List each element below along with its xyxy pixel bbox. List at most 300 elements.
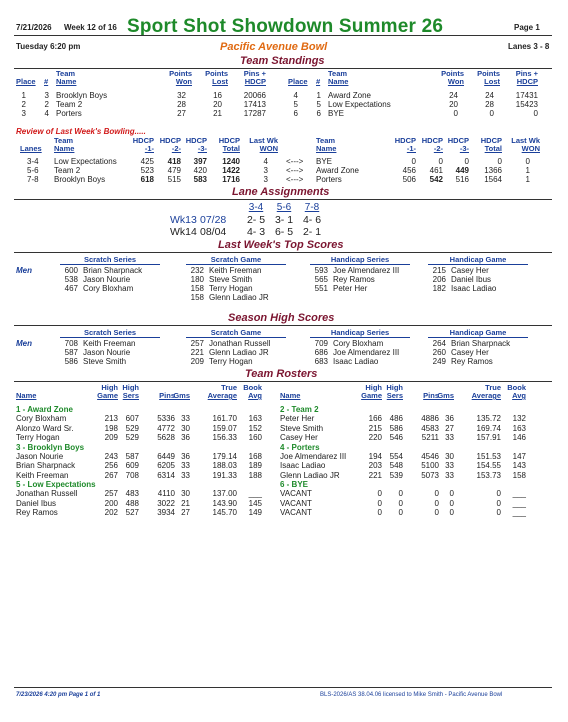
col-hdcp-total: HDCP Total: [480, 136, 502, 153]
roster-games: 33: [445, 433, 454, 442]
roster-games: 0: [449, 498, 454, 508]
roster-pins: 5073: [421, 470, 439, 480]
review-team-name: Team 2: [54, 166, 81, 175]
roster-pins: 5628: [157, 433, 175, 442]
review-team-name: Porters: [316, 175, 342, 184]
standing-team-number: 5: [316, 100, 321, 109]
lane-matchup: 3- 1: [274, 214, 294, 226]
roster-high-game: 243: [104, 451, 118, 461]
col-hdcp-1: HDCP -1-: [394, 136, 416, 153]
roster-games: 0: [449, 508, 454, 517]
standing-points-lost: 20: [213, 100, 222, 109]
bowler-name: Glenn Ladiao JR: [209, 348, 269, 357]
roster-team-name: 3 - Brooklyn Boys: [16, 442, 85, 452]
roster-team-name: 5 - Low Expectations: [16, 480, 96, 489]
roster-book-average: 188: [248, 470, 262, 480]
roster-games: 33: [445, 461, 454, 470]
review-game-3: 449: [455, 166, 469, 175]
roster-pins: 4546: [421, 451, 439, 461]
roster-true-average: 156.33: [212, 433, 237, 442]
standing-points-won: 28: [177, 100, 186, 109]
score-value: 209: [190, 357, 204, 366]
review-won: 4: [263, 157, 268, 166]
roster-pins: 6449: [157, 451, 175, 461]
standing-place: 4: [293, 91, 298, 100]
review-won: 3: [263, 175, 268, 184]
col-name: Name: [16, 391, 37, 400]
score-group-header: Scratch Game: [186, 255, 286, 265]
col-points-lost: Points Lost: [477, 69, 500, 86]
roster-pins: 4772: [157, 423, 175, 433]
bowler-name: Joe Almendarez III: [333, 348, 400, 357]
roster-high-game: 221: [368, 470, 382, 480]
roster-high-game: 202: [104, 508, 118, 517]
review-vs: <--->: [286, 166, 304, 175]
col-points-won: Points Won: [441, 69, 464, 86]
roster-high-series: 554: [389, 451, 403, 461]
roster-pins: 6205: [157, 461, 175, 470]
standing-points-won: 0: [453, 109, 458, 118]
roster-true-average: 135.72: [476, 414, 501, 423]
score-value: 257: [190, 339, 204, 348]
roster-book-average: ___: [512, 508, 526, 517]
roster-high-series: 609: [125, 461, 139, 470]
roster-player-name: Isaac Ladiao: [280, 461, 326, 470]
week-label: Week 12 of 16: [64, 23, 117, 32]
roster-pins: 4583: [421, 423, 439, 433]
col-team-name: Team Name: [316, 136, 337, 153]
bowler-name: Cory Bloxham: [333, 339, 384, 348]
bowler-name: Terry Hogan: [209, 284, 253, 293]
lane-matchup: 6- 5: [274, 226, 294, 238]
col-number: #: [316, 77, 321, 86]
col-book-average: Book Avg: [507, 383, 526, 400]
roster-book-average: 145: [248, 498, 262, 508]
roster-high-game: 0: [377, 489, 382, 498]
lane-matchup: 2- 5: [246, 214, 266, 226]
review-total: 1240: [222, 157, 240, 166]
roster-high-series: 548: [389, 461, 403, 470]
roster-true-average: 154.55: [476, 461, 501, 470]
standing-team-number: 2: [44, 100, 49, 109]
lane-matchup: 4- 3: [246, 226, 266, 238]
review-game-3: 583: [193, 175, 207, 184]
col-high-game: High Game: [97, 383, 118, 400]
review-lanes: 5-6: [27, 166, 39, 175]
standing-team-name: Porters: [56, 109, 82, 118]
bowler-name: Isaac Ladiao: [451, 284, 497, 293]
roster-player-name: Brian Sharpnack: [16, 461, 76, 470]
score-value: 180: [190, 275, 204, 284]
standing-team-name: BYE: [328, 109, 345, 118]
roster-high-series: 486: [389, 414, 403, 423]
col-lanes: Lanes: [20, 144, 42, 153]
col-pins: Pins: [159, 391, 175, 400]
standing-place: 2: [21, 100, 26, 109]
col-high-series: High Sers: [122, 383, 139, 400]
score-value: 586: [64, 357, 78, 366]
roster-true-average: 179.14: [212, 451, 237, 461]
score-value: 232: [190, 266, 204, 275]
roster-games: 33: [181, 461, 190, 470]
roster-player-name: Rey Ramos: [16, 508, 58, 517]
standing-place: 6: [293, 109, 298, 118]
roster-book-average: 147: [512, 451, 526, 461]
review-game-2: 479: [167, 166, 181, 175]
roster-high-series: 0: [398, 489, 403, 498]
roster-player-name: Steve Smith: [280, 423, 324, 433]
review-lanes: 3-4: [27, 157, 39, 166]
bowling-center: Pacific Avenue Bowl: [220, 41, 328, 53]
standing-pins-hdcp: 17413: [243, 100, 266, 109]
col-high-game: High Game: [361, 383, 382, 400]
score-value: 565: [314, 275, 328, 284]
season-high-title: Season High Scores: [228, 312, 335, 324]
col-games: Gms: [173, 391, 190, 400]
col-true-average: True Average: [471, 383, 501, 400]
col-games: Gms: [437, 391, 454, 400]
review-game-3: 516: [455, 175, 469, 184]
lane-assignments-title: Lane Assignments: [232, 186, 330, 198]
roster-true-average: 143.90: [212, 498, 237, 508]
bowler-name: Casey Her: [451, 266, 489, 275]
roster-true-average: 137.00: [212, 489, 237, 498]
roster-pins: 5100: [421, 461, 439, 470]
roster-true-average: 169.74: [476, 423, 501, 433]
standings-title: Team Standings: [240, 55, 325, 67]
roster-player-name: Alonzo Ward Sr.: [16, 423, 74, 433]
standing-place: 5: [293, 100, 298, 109]
review-game-2: 542: [429, 175, 443, 184]
col-name: Name: [280, 391, 301, 400]
bowler-name: Rey Ramos: [451, 357, 493, 366]
col-hdcp-3: HDCP -3-: [447, 136, 469, 153]
roster-games: 27: [181, 508, 190, 517]
col-hdcp-2: HDCP -2-: [159, 136, 181, 153]
roster-games: 33: [181, 470, 190, 480]
lane-week-label: Wk13: [170, 214, 197, 226]
roster-player-name: Keith Freeman: [16, 470, 69, 480]
roster-pins: 0: [434, 489, 439, 498]
review-won: 0: [525, 157, 530, 166]
bowler-name: Rey Ramos: [333, 275, 375, 284]
review-total: 0: [497, 157, 502, 166]
bowler-name: Casey Her: [451, 348, 489, 357]
review-game-2: 515: [167, 175, 181, 184]
roster-team-name: 1 - Award Zone: [16, 405, 73, 414]
standing-points-lost: 21: [213, 109, 222, 118]
col-pins: Pins: [423, 391, 439, 400]
review-won: 1: [525, 175, 530, 184]
review-team-name: Award Zone: [316, 166, 359, 175]
standing-points-won: 32: [177, 91, 186, 100]
score-value: 158: [190, 293, 204, 302]
review-game-1: 425: [140, 157, 154, 166]
roster-book-average: 158: [512, 470, 526, 480]
day-time: Tuesday 6:20 pm: [16, 42, 81, 51]
review-game-1: 506: [402, 175, 416, 184]
roster-player-name: Casey Her: [280, 433, 318, 442]
review-total: 1366: [484, 166, 502, 175]
roster-high-series: 529: [125, 433, 139, 442]
lane-matchup: 2- 1: [302, 226, 322, 238]
roster-high-series: 488: [125, 498, 139, 508]
roster-high-game: 200: [104, 498, 118, 508]
standing-team-name: Low Expectations: [328, 100, 391, 109]
col-last-wk-won: Last Wk WON: [511, 136, 540, 153]
roster-book-average: 189: [248, 461, 262, 470]
lane-pair-header: 7-8: [304, 202, 320, 213]
roster-games: 0: [449, 489, 454, 498]
standing-pins-hdcp: 0: [533, 109, 538, 118]
review-team-name: Low Expectations: [54, 157, 117, 166]
gender-group-label: Men: [16, 266, 32, 275]
league-title: Sport Shot Showdown Summer 26: [127, 16, 444, 37]
score-value: 708: [64, 339, 78, 348]
review-game-1: 523: [140, 166, 154, 175]
roster-true-average: 191.33: [212, 470, 237, 480]
review-game-2: 418: [167, 157, 181, 166]
footer-timestamp: 7/23/2026 4:20 pm Page 1 of 1: [16, 692, 101, 698]
standing-points-lost: 0: [489, 109, 494, 118]
review-game-2: 461: [429, 166, 443, 175]
score-value: 467: [64, 284, 78, 293]
review-total: 1422: [222, 166, 240, 175]
roster-player-name: VACANT: [280, 489, 312, 498]
roster-player-name: VACANT: [280, 508, 312, 517]
roster-book-average: 168: [248, 451, 262, 461]
roster-player-name: Jonathan Russell: [16, 489, 78, 498]
roster-book-average: 132: [512, 414, 526, 423]
score-value: 260: [432, 348, 446, 357]
footer-license: BLS-2026/AS 38.04.06 licensed to Mike Smith - Pacific Avenue Bowl: [320, 692, 503, 698]
standing-pins-hdcp: 20066: [243, 91, 266, 100]
review-vs: <--->: [286, 175, 304, 184]
roster-book-average: ___: [248, 489, 262, 498]
roster-games: 36: [181, 433, 190, 442]
rosters-title: Team Rosters: [245, 368, 318, 380]
roster-pins: 4110: [157, 489, 175, 498]
roster-player-name: Cory Bloxham: [16, 414, 67, 423]
review-game-2: 0: [438, 157, 443, 166]
review-game-3: 397: [193, 157, 207, 166]
col-pins-hdcp: Pins + HDCP: [243, 69, 266, 86]
col-number: #: [44, 77, 49, 86]
standing-points-won: 20: [449, 100, 458, 109]
score-value: 182: [432, 284, 446, 293]
roster-book-average: 146: [512, 433, 526, 442]
standing-points-won: 24: [449, 91, 458, 100]
roster-true-average: 159.07: [212, 423, 237, 433]
col-team-name: Team Name: [54, 136, 75, 153]
roster-high-series: 607: [125, 414, 139, 423]
lane-pair-header: 3-4: [248, 202, 264, 213]
roster-high-series: 483: [125, 489, 139, 498]
roster-high-game: 220: [368, 433, 382, 442]
roster-pins: 3022: [157, 498, 175, 508]
lane-matchup: 4- 6: [302, 214, 322, 226]
roster-games: 27: [445, 423, 454, 433]
roster-high-game: 0: [377, 498, 382, 508]
review-game-1: 456: [402, 166, 416, 175]
page-label: Page 1: [514, 23, 540, 32]
standing-place: 3: [21, 109, 26, 118]
roster-pins: 5211: [421, 433, 439, 442]
col-team-name: Team Name: [56, 69, 77, 86]
bowler-name: Keith Freeman: [209, 266, 262, 275]
roster-player-name: Terry Hogan: [16, 433, 60, 442]
standing-team-name: Team 2: [56, 100, 83, 109]
col-pins-hdcp: Pins + HDCP: [515, 69, 538, 86]
standing-points-lost: 24: [485, 91, 494, 100]
bowler-name: Glenn Ladiao JR: [209, 293, 269, 302]
report-date: 7/21/2026: [16, 23, 52, 32]
bowler-name: Keith Freeman: [83, 339, 136, 348]
col-hdcp-total: HDCP Total: [218, 136, 240, 153]
col-book-average: Book Avg: [243, 383, 262, 400]
roster-team-name: 6 - BYE: [280, 480, 309, 489]
score-group-header: Handicap Series: [310, 255, 410, 265]
score-group-header: Scratch Series: [60, 255, 160, 265]
score-group-header: Scratch Game: [186, 328, 286, 338]
lane-week-date: 08/04: [200, 226, 227, 238]
roster-player-name: Glenn Ladiao JR: [280, 470, 340, 480]
col-hdcp-2: HDCP -2-: [421, 136, 443, 153]
score-value: 264: [432, 339, 446, 348]
roster-book-average: 143: [512, 461, 526, 470]
score-value: 158: [190, 284, 204, 293]
standing-points-lost: 16: [213, 91, 222, 100]
col-high-series: High Sers: [386, 383, 403, 400]
roster-high-game: 215: [368, 423, 382, 433]
roster-high-series: 539: [389, 470, 403, 480]
roster-team-name: 4 - Porters: [280, 442, 320, 452]
roster-player-name: Peter Her: [280, 414, 315, 423]
bowler-name: Steve Smith: [83, 357, 127, 366]
score-value: 686: [314, 348, 328, 357]
review-won: 1: [525, 166, 530, 175]
roster-book-average: 163: [512, 423, 526, 433]
score-value: 221: [190, 348, 204, 357]
standing-team-name: Award Zone: [328, 91, 371, 100]
roster-high-game: 257: [104, 489, 118, 498]
roster-high-series: 587: [125, 451, 139, 461]
score-group-header: Handicap Game: [428, 328, 528, 338]
col-hdcp-3: HDCP -3-: [185, 136, 207, 153]
roster-high-game: 213: [104, 414, 118, 423]
roster-true-average: 0: [496, 508, 501, 517]
roster-true-average: 145.70: [212, 508, 237, 517]
roster-high-game: 194: [368, 451, 382, 461]
score-group-header: Scratch Series: [60, 328, 160, 338]
bowler-name: Brian Sharpnack: [83, 266, 143, 275]
roster-games: 30: [445, 451, 454, 461]
roster-pins: 6314: [157, 470, 175, 480]
roster-high-series: 0: [398, 498, 403, 508]
review-game-3: 420: [193, 166, 207, 175]
review-game-3: 0: [464, 157, 469, 166]
roster-high-series: 0: [398, 508, 403, 517]
gender-group-label: Men: [16, 339, 32, 348]
col-place: Place: [288, 77, 308, 86]
standing-team-number: 4: [44, 109, 49, 118]
roster-games: 21: [181, 498, 190, 508]
score-group-header: Handicap Game: [428, 255, 528, 265]
review-total: 1564: [484, 175, 502, 184]
standing-pins-hdcp: 17287: [243, 109, 266, 118]
score-value: 600: [64, 266, 78, 275]
col-last-wk-won: Last Wk WON: [249, 136, 278, 153]
bowler-name: Daniel Ibus: [451, 275, 492, 284]
bowler-name: Jonathan Russell: [209, 339, 271, 348]
score-value: 593: [314, 266, 328, 275]
roster-pins: 3934: [157, 508, 175, 517]
review-won: 3: [263, 166, 268, 175]
roster-high-game: 198: [104, 423, 118, 433]
review-vs: <--->: [286, 157, 304, 166]
review-team-name: BYE: [316, 157, 333, 166]
score-value: 551: [314, 284, 328, 293]
col-team-name: Team Name: [328, 69, 349, 86]
roster-true-average: 151.53: [476, 451, 501, 461]
bowler-name: Joe Almendarez III: [333, 266, 400, 275]
review-game-1: 618: [140, 175, 154, 184]
bowler-name: Steve Smith: [209, 275, 253, 284]
roster-player-name: Joe Almendarez III: [280, 451, 347, 461]
roster-book-average: ___: [512, 489, 526, 498]
roster-high-series: 527: [125, 508, 139, 517]
standing-pins-hdcp: 17431: [515, 91, 538, 100]
bowler-name: Cory Bloxham: [83, 284, 134, 293]
roster-high-game: 203: [368, 461, 382, 470]
roster-pins: 0: [434, 508, 439, 517]
roster-high-series: 586: [389, 423, 403, 433]
review-title: Review of Last Week's Bowling.....: [16, 127, 146, 136]
review-team-name: Brooklyn Boys: [54, 175, 106, 184]
bowler-name: Jason Nourie: [83, 275, 131, 284]
col-points-lost: Points Lost: [205, 69, 228, 86]
bowler-name: Peter Her: [333, 284, 368, 293]
standing-pins-hdcp: 15423: [515, 100, 538, 109]
roster-book-average: 152: [248, 423, 262, 433]
roster-true-average: 0: [496, 498, 501, 508]
score-group-header: Handicap Series: [310, 328, 410, 338]
lane-pair-header: 5-6: [276, 202, 292, 213]
roster-high-game: 0: [377, 508, 382, 517]
lane-week-label: Wk14: [170, 226, 197, 238]
roster-high-game: 166: [368, 414, 382, 423]
roster-high-game: 267: [104, 470, 118, 480]
roster-team-name: 2 - Team 2: [280, 405, 319, 414]
roster-true-average: 153.73: [476, 470, 501, 480]
roster-high-game: 209: [104, 433, 118, 442]
score-value: 709: [314, 339, 328, 348]
roster-pins: 0: [434, 498, 439, 508]
col-true-average: True Average: [207, 383, 237, 400]
score-value: 249: [432, 357, 446, 366]
lane-week-date: 07/28: [200, 214, 227, 226]
roster-book-average: 163: [248, 414, 262, 423]
roster-games: 30: [181, 489, 190, 498]
bowler-name: Isaac Ladiao: [333, 357, 379, 366]
roster-true-average: 188.03: [212, 461, 237, 470]
standing-team-name: Brooklyn Boys: [56, 91, 108, 100]
standing-team-number: 1: [316, 91, 321, 100]
roster-player-name: Jason Nourie: [16, 451, 64, 461]
standing-team-number: 6: [316, 109, 321, 118]
roster-player-name: Daniel Ibus: [16, 498, 57, 508]
roster-games: 33: [181, 414, 190, 423]
